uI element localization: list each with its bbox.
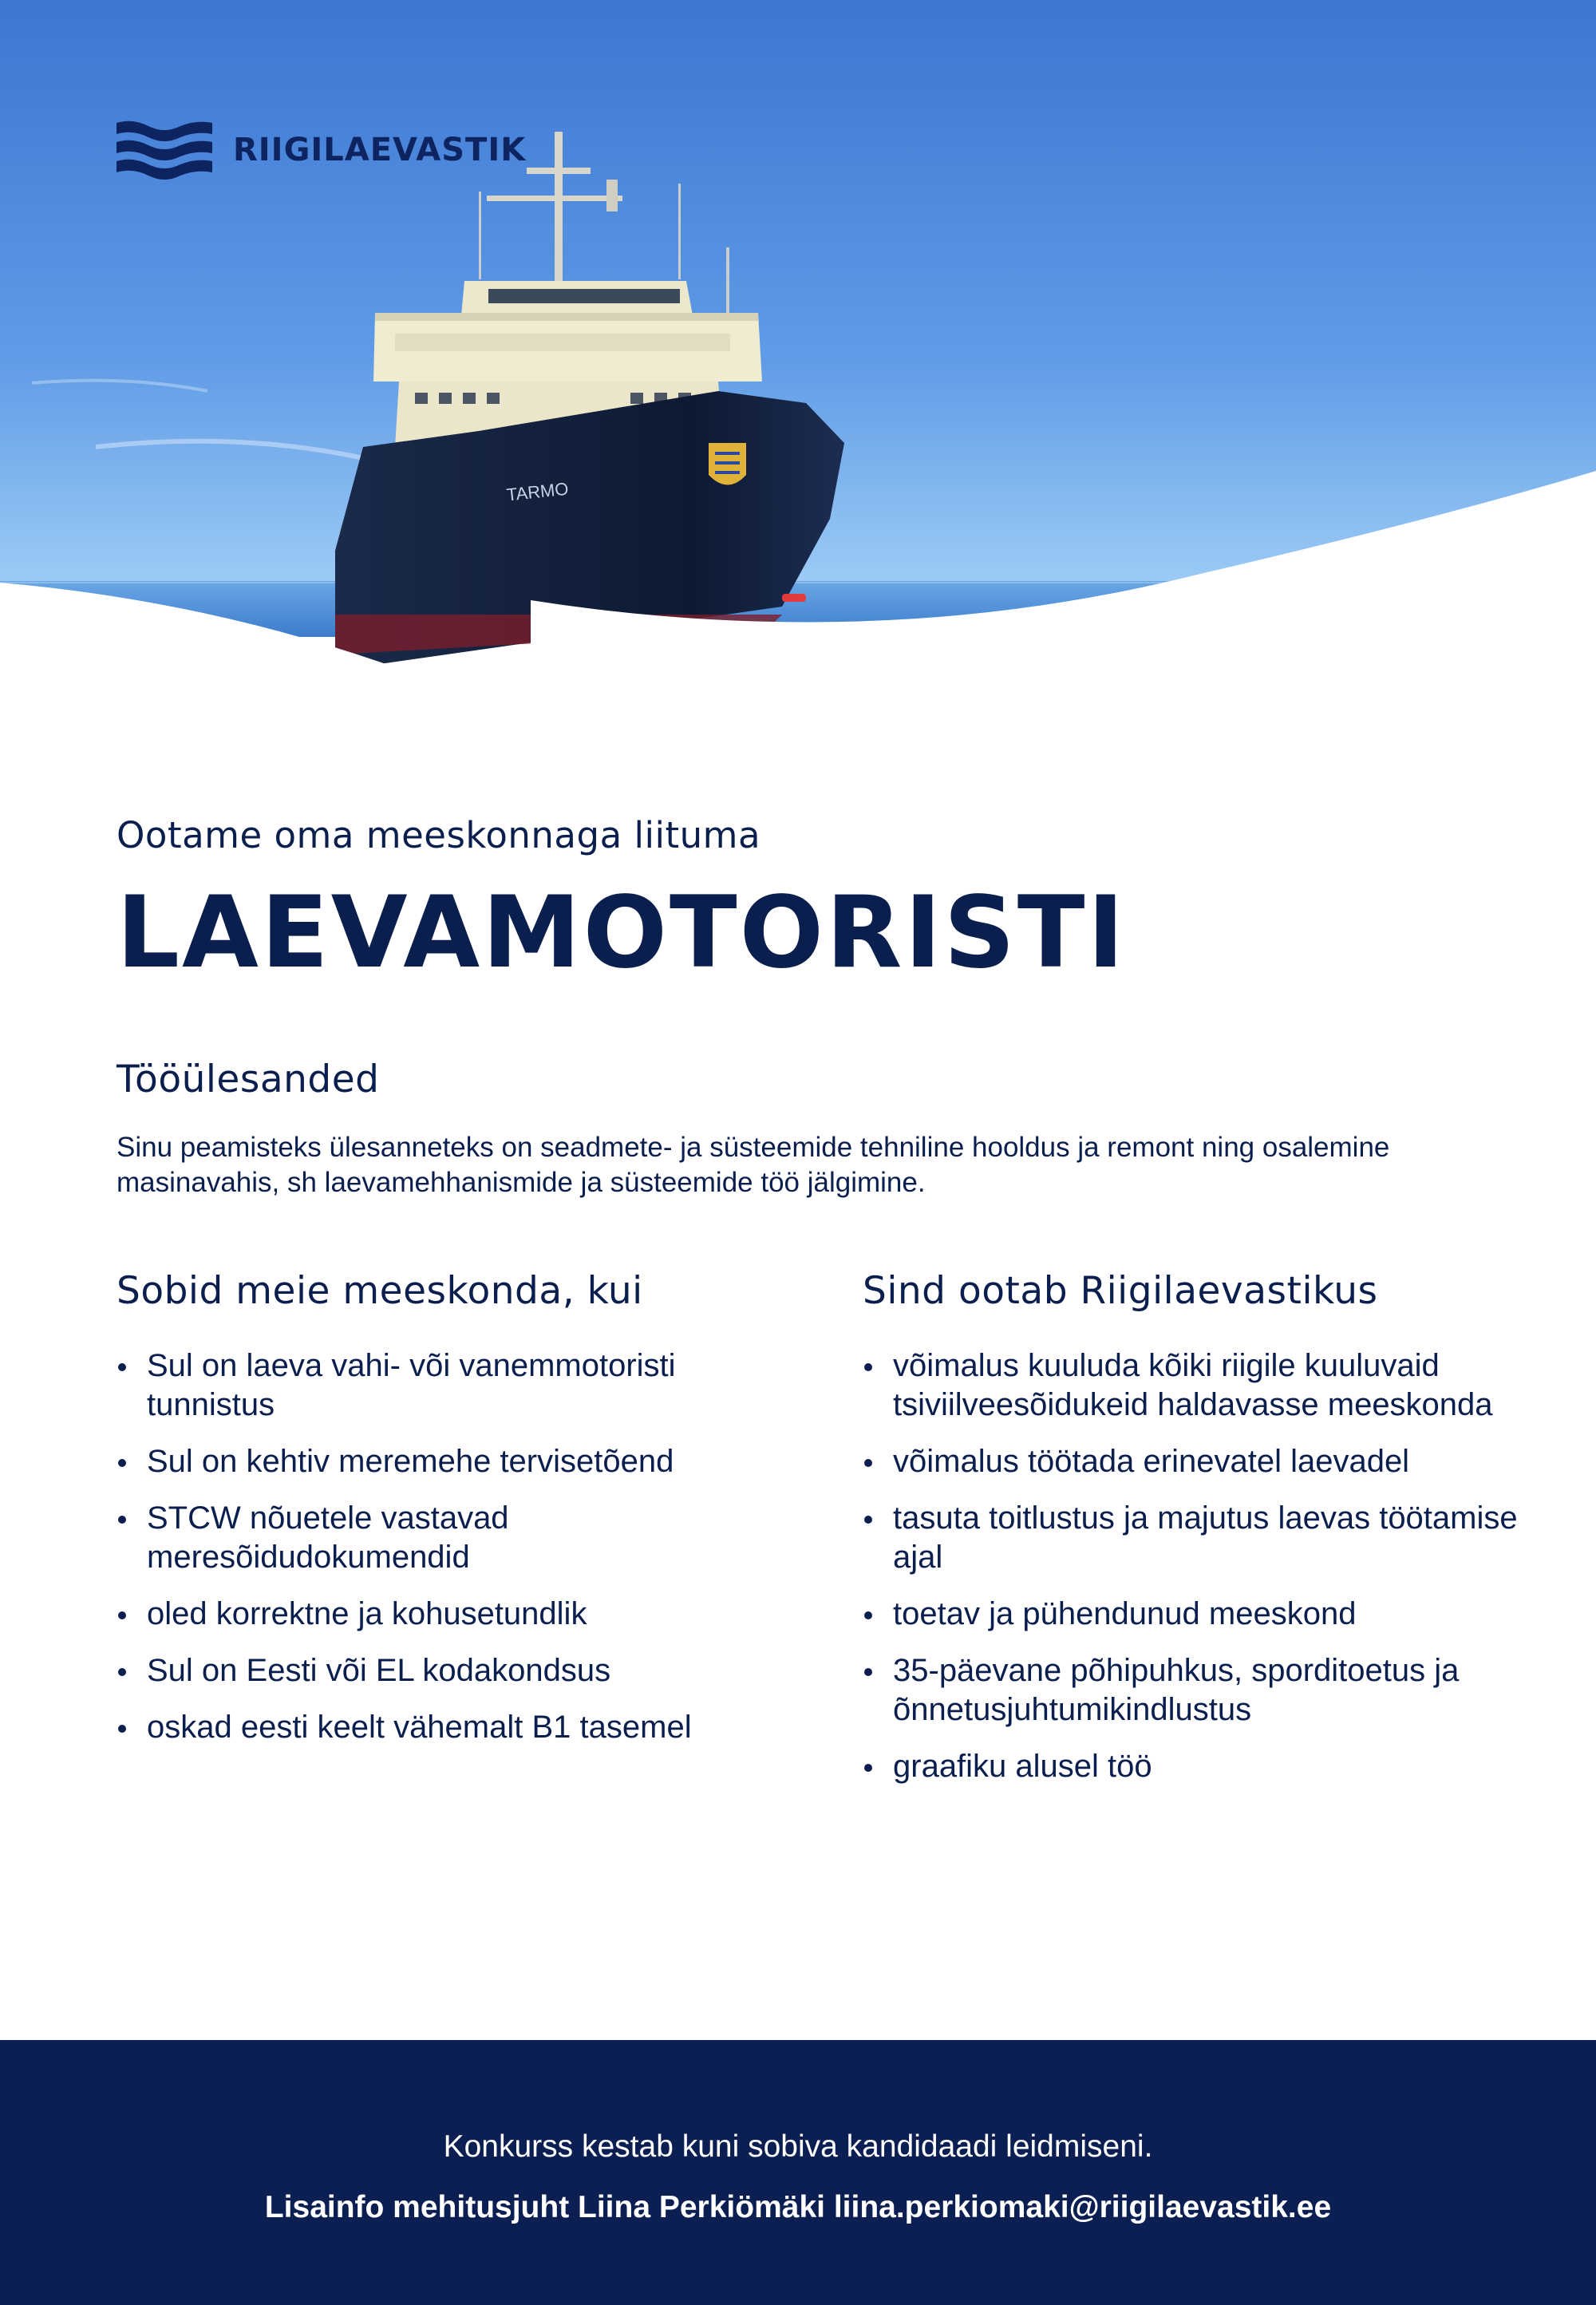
logo-text: RIIGILAEVASTIK bbox=[233, 132, 527, 168]
benefits-column bbox=[863, 1269, 1525, 1804]
requirements-column bbox=[117, 1269, 771, 1765]
bullet-icon bbox=[864, 1363, 872, 1371]
tasks-heading: Tööülesanded bbox=[117, 1058, 380, 1102]
list-item: toetav ja pühendunud meeskond bbox=[863, 1595, 1525, 1634]
bullet-icon bbox=[118, 1725, 126, 1733]
list-item: võimalus töötada erinevatel laevadel bbox=[863, 1442, 1525, 1481]
deadline-text: Konkurss kestab kuni sobiva kandidaadi leidmiseni. bbox=[443, 2129, 1153, 2164]
bullet-icon bbox=[864, 1764, 872, 1772]
requirements-heading: Sobid meie meeskonda, kui bbox=[117, 1269, 643, 1313]
hero-image bbox=[0, 0, 1596, 742]
logo bbox=[117, 118, 526, 182]
tasks-description: Sinu peamisteks ülesanneteks on seadmete- ja süsteemide tehniline hooldus ja remont ning osalemine masinavahis, sh laevamehhanismide ja süsteemide töö jälgimine. bbox=[117, 1132, 1390, 1199]
main-content bbox=[117, 814, 1489, 1200]
list-item: oled korrektne ja kohusetundlik bbox=[117, 1595, 771, 1634]
list-item: Sul on Eesti või EL kodakondsus bbox=[117, 1651, 771, 1690]
footer-banner bbox=[0, 2040, 1596, 2305]
requirements-list bbox=[117, 1346, 771, 1747]
benefits-list bbox=[863, 1346, 1525, 1786]
list-item: STCW nõuetele vastavad meresõidudokumendid bbox=[117, 1499, 771, 1577]
bullet-icon bbox=[118, 1668, 126, 1676]
waves-flag-icon bbox=[117, 118, 212, 182]
job-title: LAEVAMOTORISTI bbox=[117, 876, 1127, 990]
list-item: 35-päevane põhipuhkus, sporditoetus ja õnnetusjuhtumikindlustus bbox=[863, 1651, 1525, 1730]
bullet-icon bbox=[118, 1611, 126, 1619]
ship-photo bbox=[0, 0, 1596, 742]
bullet-icon bbox=[118, 1516, 126, 1524]
list-item: oskad eesti keelt vähemalt B1 tasemel bbox=[117, 1708, 771, 1747]
contact-text[interactable]: Lisainfo mehitusjuht Liina Perkiömäki liina.perkiomaki@riigilaevastik.ee bbox=[264, 2190, 1332, 2224]
bullet-icon bbox=[118, 1459, 126, 1467]
ship-name-text: TARMO bbox=[505, 478, 570, 505]
bullet-icon bbox=[864, 1516, 872, 1524]
bullet-icon bbox=[864, 1611, 872, 1619]
list-item: graafiku alusel töö bbox=[863, 1747, 1525, 1786]
list-item: Sul on kehtiv meremehe tervisetõend bbox=[117, 1442, 771, 1481]
bullet-icon bbox=[118, 1363, 126, 1371]
bullet-icon bbox=[864, 1668, 872, 1676]
bullet-icon bbox=[864, 1459, 872, 1467]
kicker-text: Ootame oma meeskonnaga liituma bbox=[117, 814, 761, 856]
list-item: Sul on laeva vahi- või vanemmotoristi tunnistus bbox=[117, 1346, 771, 1425]
list-item: tasuta toitlustus ja majutus laevas töötamise ajal bbox=[863, 1499, 1525, 1577]
benefits-heading: Sind ootab Riigilaevastikus bbox=[863, 1269, 1378, 1313]
list-item: võimalus kuuluda kõiki riigile kuuluvaid tsiviilveesõidukeid haldavasse meeskonda bbox=[863, 1346, 1525, 1425]
